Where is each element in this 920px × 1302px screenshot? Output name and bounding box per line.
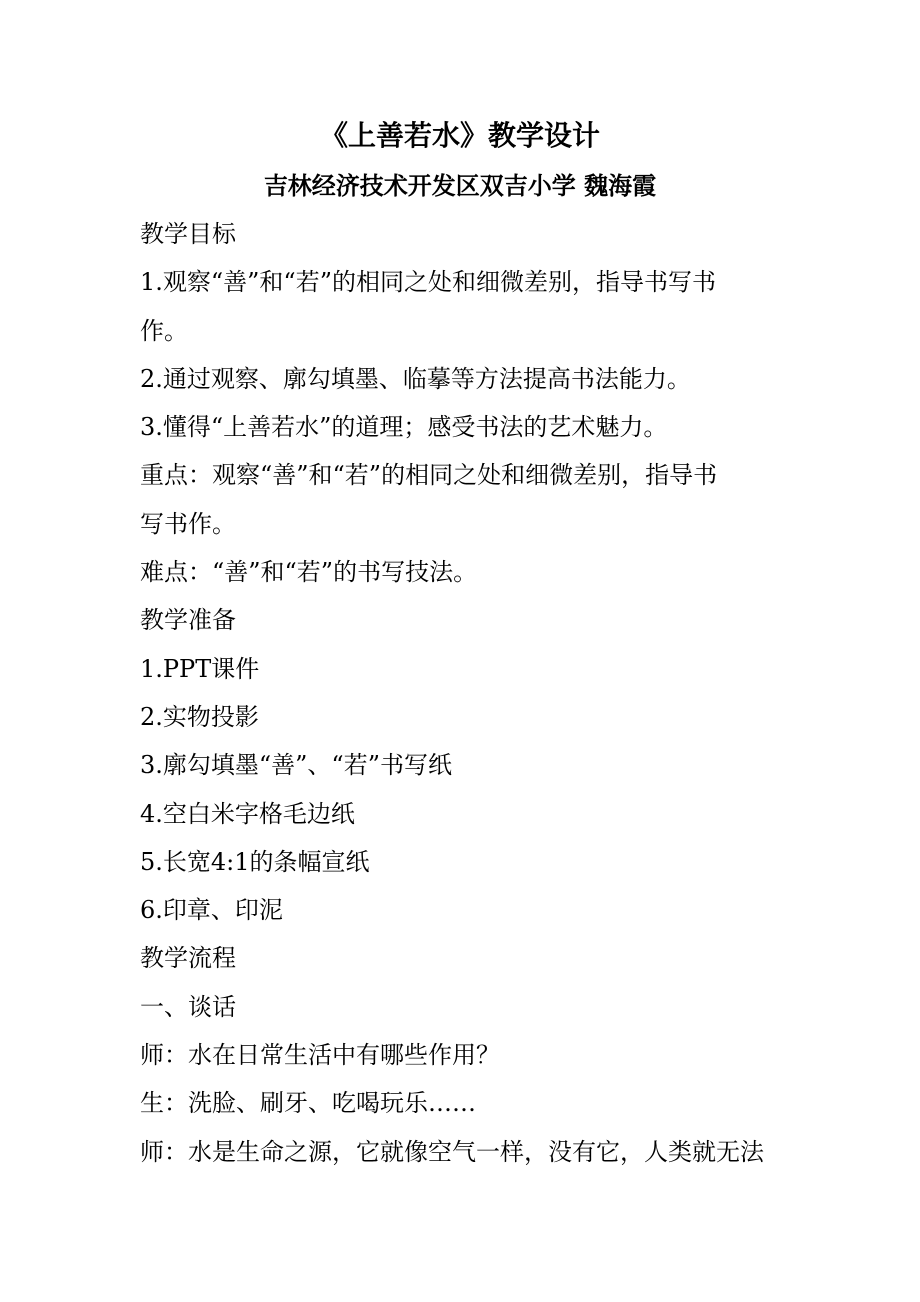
preparation-item-1: 1.PPT课件 — [140, 654, 260, 683]
objective-2: 2.通过观察、廓勾填墨、临摹等方法提高书法能力。 — [140, 364, 691, 393]
dialogue-student-1: 生：洗脸、刷牙、吃喝玩乐…… — [140, 1089, 476, 1118]
document-author: 吉林经济技术开发区双吉小学 魏海霞 — [263, 171, 657, 200]
objective-1-continued: 作。 — [140, 316, 188, 345]
preparation-item-3: 3.廓勾填墨“善”、“若”书写纸 — [140, 751, 452, 780]
section-heading-objectives: 教学目标 — [140, 220, 236, 248]
preparation-item-6: 6.印章、印泥 — [140, 896, 283, 925]
dialogue-teacher-1: 师：水在日常生活中有哪些作用？ — [140, 1041, 500, 1070]
document-title: 《上善若水》教学设计 — [319, 119, 600, 152]
key-point-continued: 写书作。 — [140, 509, 236, 538]
dialogue-teacher-2: 师：水是生命之源，它就像空气一样，没有它，人类就无法 — [140, 1137, 764, 1166]
section-heading-process: 教学流程 — [140, 944, 236, 973]
process-step-1: 一、谈话 — [140, 992, 236, 1021]
objective-3: 3.懂得“上善若水”的道理；感受书法的艺术魅力。 — [140, 413, 668, 442]
preparation-item-4: 4.空白米字格毛边纸 — [140, 799, 355, 828]
preparation-item-5: 5.长宽4:1的条幅宣纸 — [140, 847, 370, 876]
preparation-item-2: 2.实物投影 — [140, 702, 259, 731]
key-point: 重点：观察“善”和“若”的相同之处和细微差别，指导书 — [140, 461, 718, 490]
objective-1: 1.观察“善”和“若”的相同之处和细微差别，指导书写书 — [140, 268, 716, 297]
difficulty: 难点：“善”和“若”的书写技法。 — [140, 558, 478, 587]
section-heading-preparation: 教学准备 — [140, 606, 236, 635]
document-body — [140, 210, 780, 1176]
